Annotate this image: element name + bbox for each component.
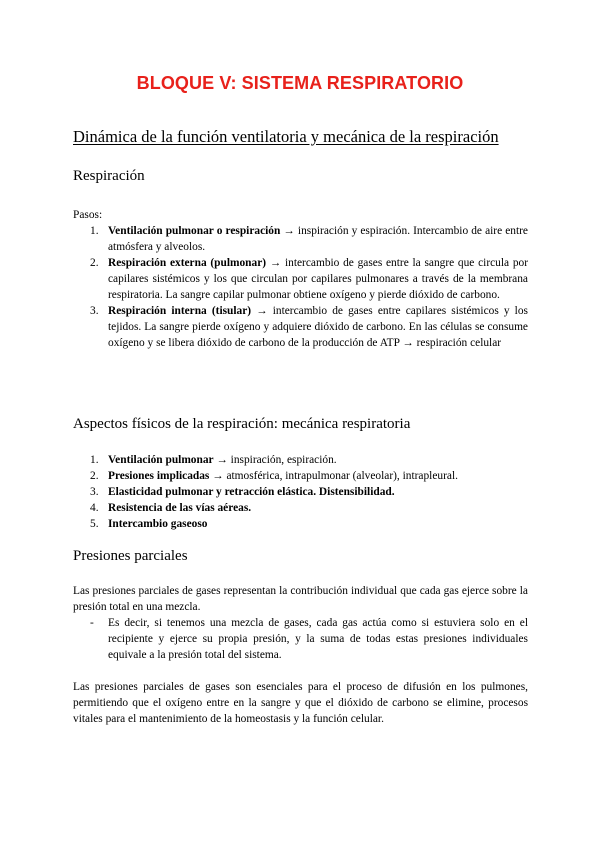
item-term: Resistencia de las vías aéreas. — [108, 502, 252, 514]
list-item — [90, 452, 528, 468]
list-item — [90, 500, 528, 516]
list-item — [90, 484, 528, 500]
arrow-symbol: → — [283, 225, 295, 237]
presiones-paragraph-2: Las presiones parciales de gases son esenciales para el proceso de difusión en los pulmones, permitiendo que el oxígeno entre en la sangre y que el dióxido de carbono se elimine, procesos vitales para el mantenimiento de la homeostasis y la función celular. — [73, 681, 528, 725]
respiration-steps-list — [90, 223, 528, 351]
item-term: Elasticidad pulmonar y retracción elástica. Distensibilidad. — [108, 486, 395, 498]
arrow-symbol: → — [269, 257, 282, 269]
list-item — [90, 615, 528, 663]
step-text: intercambio de gases entre capilares sistémicos y los tejidos. La sangre pierde oxígeno y adquiere dióxido de carbono. En las células se consume oxígeno y se libera dióxido de carbono de la producción de ATP → respiración celular — [108, 305, 528, 349]
list-item — [90, 468, 528, 484]
step-term: Respiración interna (tisular) — [108, 305, 252, 317]
list-item — [90, 303, 528, 351]
heading-presiones: Presiones parciales — [73, 548, 188, 564]
dash-bullet: - — [90, 617, 94, 629]
heading-respiracion: Respiración — [73, 168, 145, 184]
item-term: Ventilación pulmonar — [108, 454, 214, 466]
list-number: 3. — [90, 486, 99, 498]
list-number: 1. — [90, 454, 99, 466]
list-number: 4. — [90, 502, 99, 514]
step-term: Ventilación pulmonar o respiración — [108, 225, 281, 237]
steps-label: Pasos: — [73, 209, 103, 221]
list-item — [90, 223, 528, 255]
aspectos-list — [90, 452, 528, 532]
list-item — [90, 516, 528, 532]
item-text: → atmosférica, intrapulmonar (alveolar), intrapleural. — [209, 470, 458, 482]
item-term: Presiones implicadas — [108, 470, 210, 482]
list-number: 1. — [90, 225, 99, 237]
list-number: 2. — [90, 470, 99, 482]
step-text: inspiración y espiración. Intercambio de aire entre atmósfera y alveolos. — [108, 225, 528, 253]
bullet-text: Es decir, si tenemos una mezcla de gases, cada gas actúa como si estuviera solo en el recipiente y ejerce su propia presión, y la suma de todas estas presiones individuales equivale a la presión total del sistema. — [108, 617, 528, 661]
list-number: 3. — [90, 305, 99, 317]
list-number: 2. — [90, 257, 99, 269]
step-text: intercambio de gases entre la sangre que circula por capilares sistémicos y los que circulan por capilares pulmonares a través de la membrana respiratoria. La sangre capilar pulmonar obtiene oxígeno y pierde dióxido de carbono. — [108, 257, 529, 301]
item-term: Intercambio gaseoso — [108, 518, 208, 530]
document-title: BLOQUE V: SISTEMA RESPIRATORIO — [136, 73, 464, 93]
arrow-symbol: → — [256, 305, 268, 317]
list-item — [90, 255, 528, 303]
heading-aspectos: Aspectos físicos de la respiración: mecánica respiratoria — [73, 416, 411, 432]
list-number: 5. — [90, 518, 99, 530]
presiones-paragraph-1: Las presiones parciales de gases representan la contribución individual que cada gas ejerce sobre la presión total en una mezcla. — [73, 585, 528, 613]
section-title: Dinámica de la función ventilatoria y mecánica de la respiración — [73, 127, 499, 146]
presiones-dash-list — [90, 615, 528, 663]
item-text: → inspiración, espiración. — [213, 454, 337, 466]
step-term: Respiración externa (pulmonar) — [108, 257, 267, 269]
